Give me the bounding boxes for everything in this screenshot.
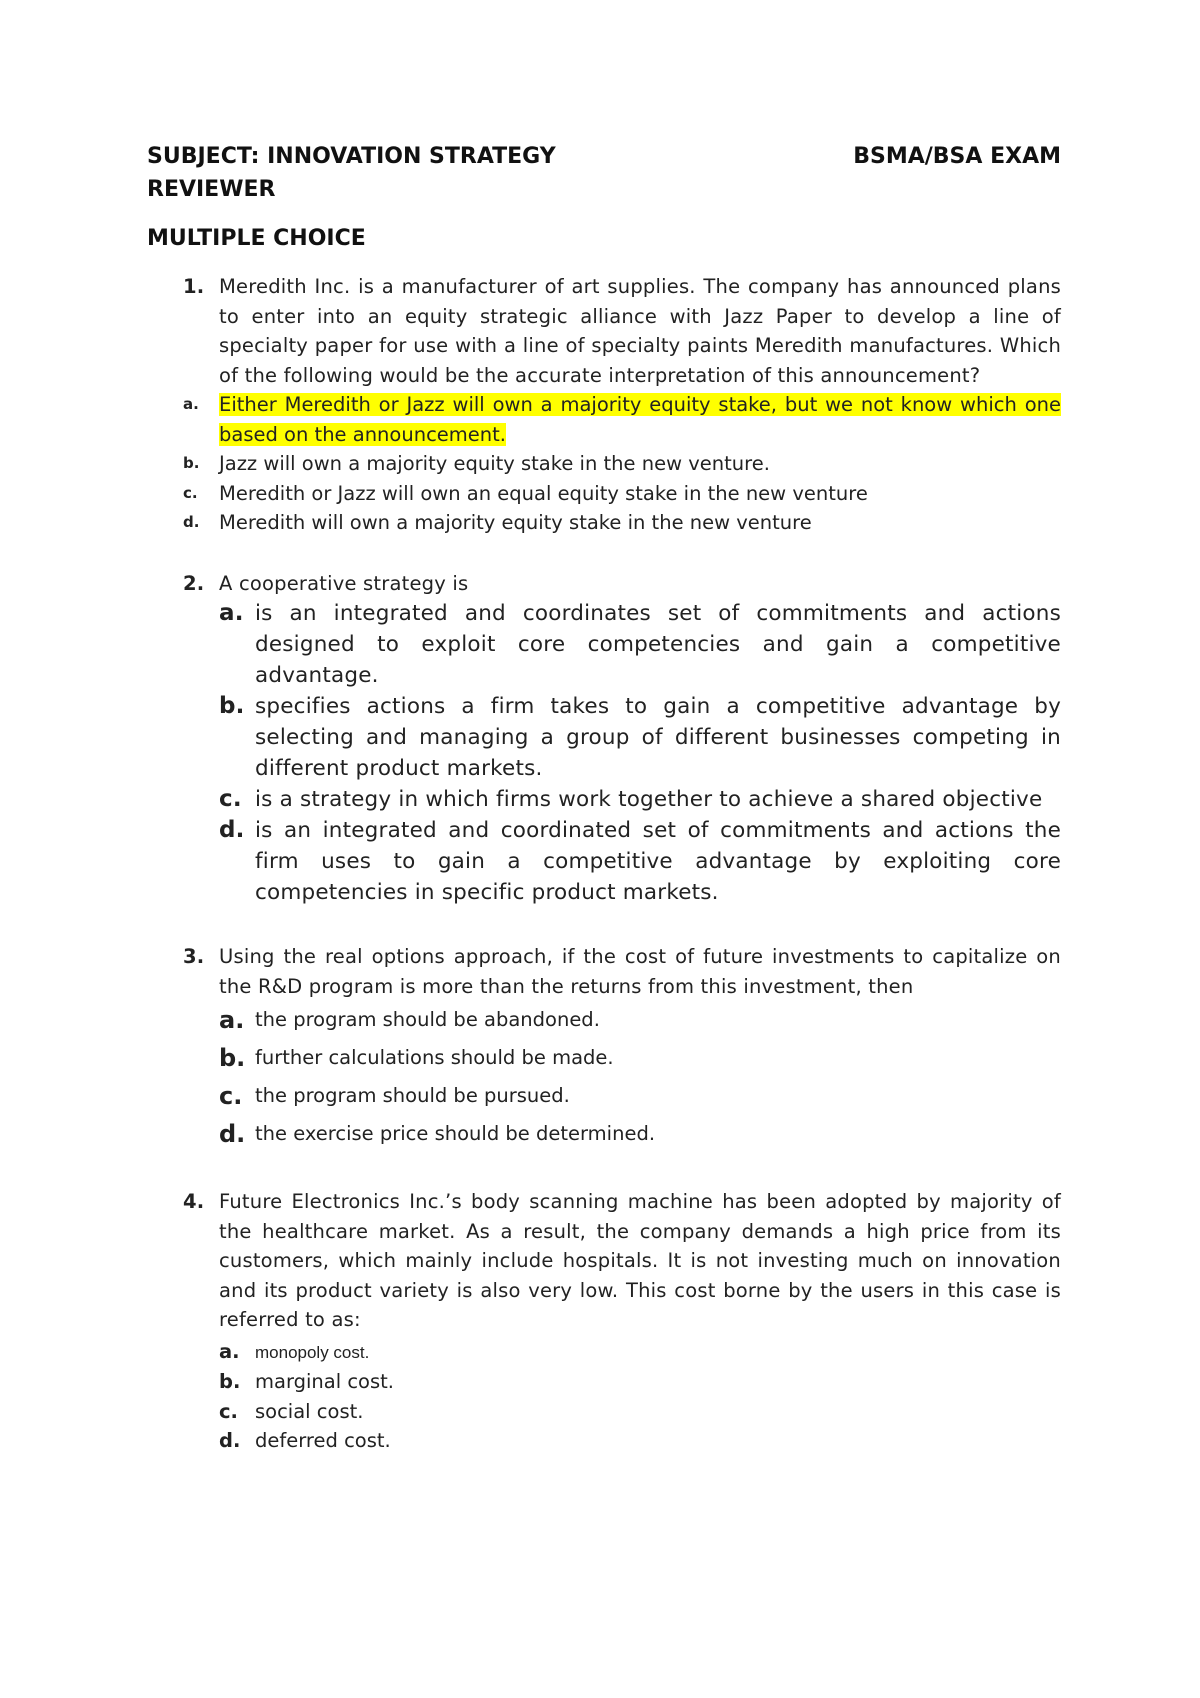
option-2b xyxy=(147,691,1061,784)
question-number: 4. xyxy=(183,1190,205,1213)
question-text: Meredith Inc. is a manufacturer of art supplies. The company has announced plans to enter into an equity strategic alliance with Jazz Paper to develop a line of specialty paper for use with a line of specialty paints Meredith manufactures. Which of the following would be the accurate interpretation of this announcement? xyxy=(219,275,1061,387)
question-text: Using the real options approach, if the cost of future investments to capitalize on the R&D program is more than the returns from this investment, then xyxy=(219,945,1061,998)
option-text: deferred cost. xyxy=(255,1429,391,1452)
option-text: the exercise price should be determined. xyxy=(255,1122,656,1145)
option-4a xyxy=(147,1337,1061,1368)
option-text: marginal cost. xyxy=(255,1370,394,1393)
option-letter: d. xyxy=(219,1429,241,1452)
option-letter: d. xyxy=(219,1120,246,1148)
option-2c xyxy=(147,784,1061,815)
question-2 xyxy=(147,569,1061,599)
option-letter: a. xyxy=(219,600,244,626)
question-number: 2. xyxy=(183,571,205,595)
option-letter: c. xyxy=(219,1399,238,1423)
document-page xyxy=(147,140,1061,1456)
option-letter: a. xyxy=(219,1339,240,1363)
option-text: social cost. xyxy=(255,1399,364,1423)
option-2d xyxy=(147,815,1061,908)
question-1 xyxy=(147,272,1061,390)
option-text: is an integrated and coordinates set of commitments and actions designed to exploit core competencies and gain a competitive advantage. xyxy=(255,601,1061,688)
option-letter: d. xyxy=(183,513,200,531)
question-4 xyxy=(147,1187,1061,1335)
question-number: 1. xyxy=(183,275,205,298)
option-text: is an integrated and coordinated set of commitments and actions the firm uses to gain a competitive advantage by exploiting core competencies in specific product markets. xyxy=(255,818,1061,905)
option-4b xyxy=(147,1367,1061,1397)
option-1b xyxy=(147,449,1061,479)
question-text: Future Electronics Inc.’s body scanning machine has been adopted by majority of the healthcare market. As a result, the company demands a high price from its customers, which mainly include hospitals. It is not investing much on innovation and its product variety is also very low. This cost borne by the users in this case is referred to as: xyxy=(219,1190,1061,1331)
header-line xyxy=(147,140,1061,173)
option-1d xyxy=(147,508,1061,538)
option-text: the program should be pursued. xyxy=(255,1084,570,1107)
option-text: Meredith or Jazz will own an equal equity stake in the new venture xyxy=(219,481,868,505)
option-letter: d. xyxy=(219,817,245,843)
option-letter: c. xyxy=(183,483,198,502)
option-4d xyxy=(147,1426,1061,1456)
option-letter: c. xyxy=(219,1082,243,1110)
question-number: 3. xyxy=(183,945,205,968)
option-3d xyxy=(147,1115,1061,1153)
option-letter: a. xyxy=(183,395,199,413)
option-3c xyxy=(147,1077,1061,1115)
option-text: further calculations should be made. xyxy=(255,1046,614,1069)
option-text: Jazz will own a majority equity stake in the new venture. xyxy=(219,452,770,475)
option-3b xyxy=(147,1039,1061,1077)
option-1c xyxy=(147,479,1061,509)
reviewer-title: REVIEWER xyxy=(147,177,276,202)
option-letter: b. xyxy=(219,693,245,719)
option-text: is a strategy in which firms work together to achieve a shared objective xyxy=(255,787,1043,812)
option-text: the program should be abandoned. xyxy=(255,1008,600,1031)
option-3a xyxy=(147,1001,1061,1039)
option-letter: b. xyxy=(183,454,200,472)
option-letter: a. xyxy=(219,1006,245,1034)
option-text: specifies actions a firm takes to gain a competitive advantage by selecting and managing a group of different businesses competing in different product markets. xyxy=(255,694,1061,781)
section-title: MULTIPLE CHOICE xyxy=(147,226,366,251)
option-4c xyxy=(147,1397,1061,1427)
question-text: A cooperative strategy is xyxy=(219,571,469,595)
option-text-highlighted: Either Meredith or Jazz will own a majority equity stake, but we not know which one based on the announcement. xyxy=(219,393,1061,446)
exam-title: BSMA/BSA EXAM xyxy=(853,144,1061,169)
option-text: Meredith will own a majority equity stake in the new venture xyxy=(219,511,812,534)
option-letter: c. xyxy=(219,786,242,812)
option-letter: b. xyxy=(219,1370,241,1393)
option-letter: b. xyxy=(219,1044,246,1072)
subject-title: SUBJECT: INNOVATION STRATEGY xyxy=(147,144,556,169)
option-2a xyxy=(147,598,1061,691)
question-3 xyxy=(147,942,1061,1001)
option-text: monopoly cost. xyxy=(255,1342,370,1362)
option-1a xyxy=(147,390,1061,449)
